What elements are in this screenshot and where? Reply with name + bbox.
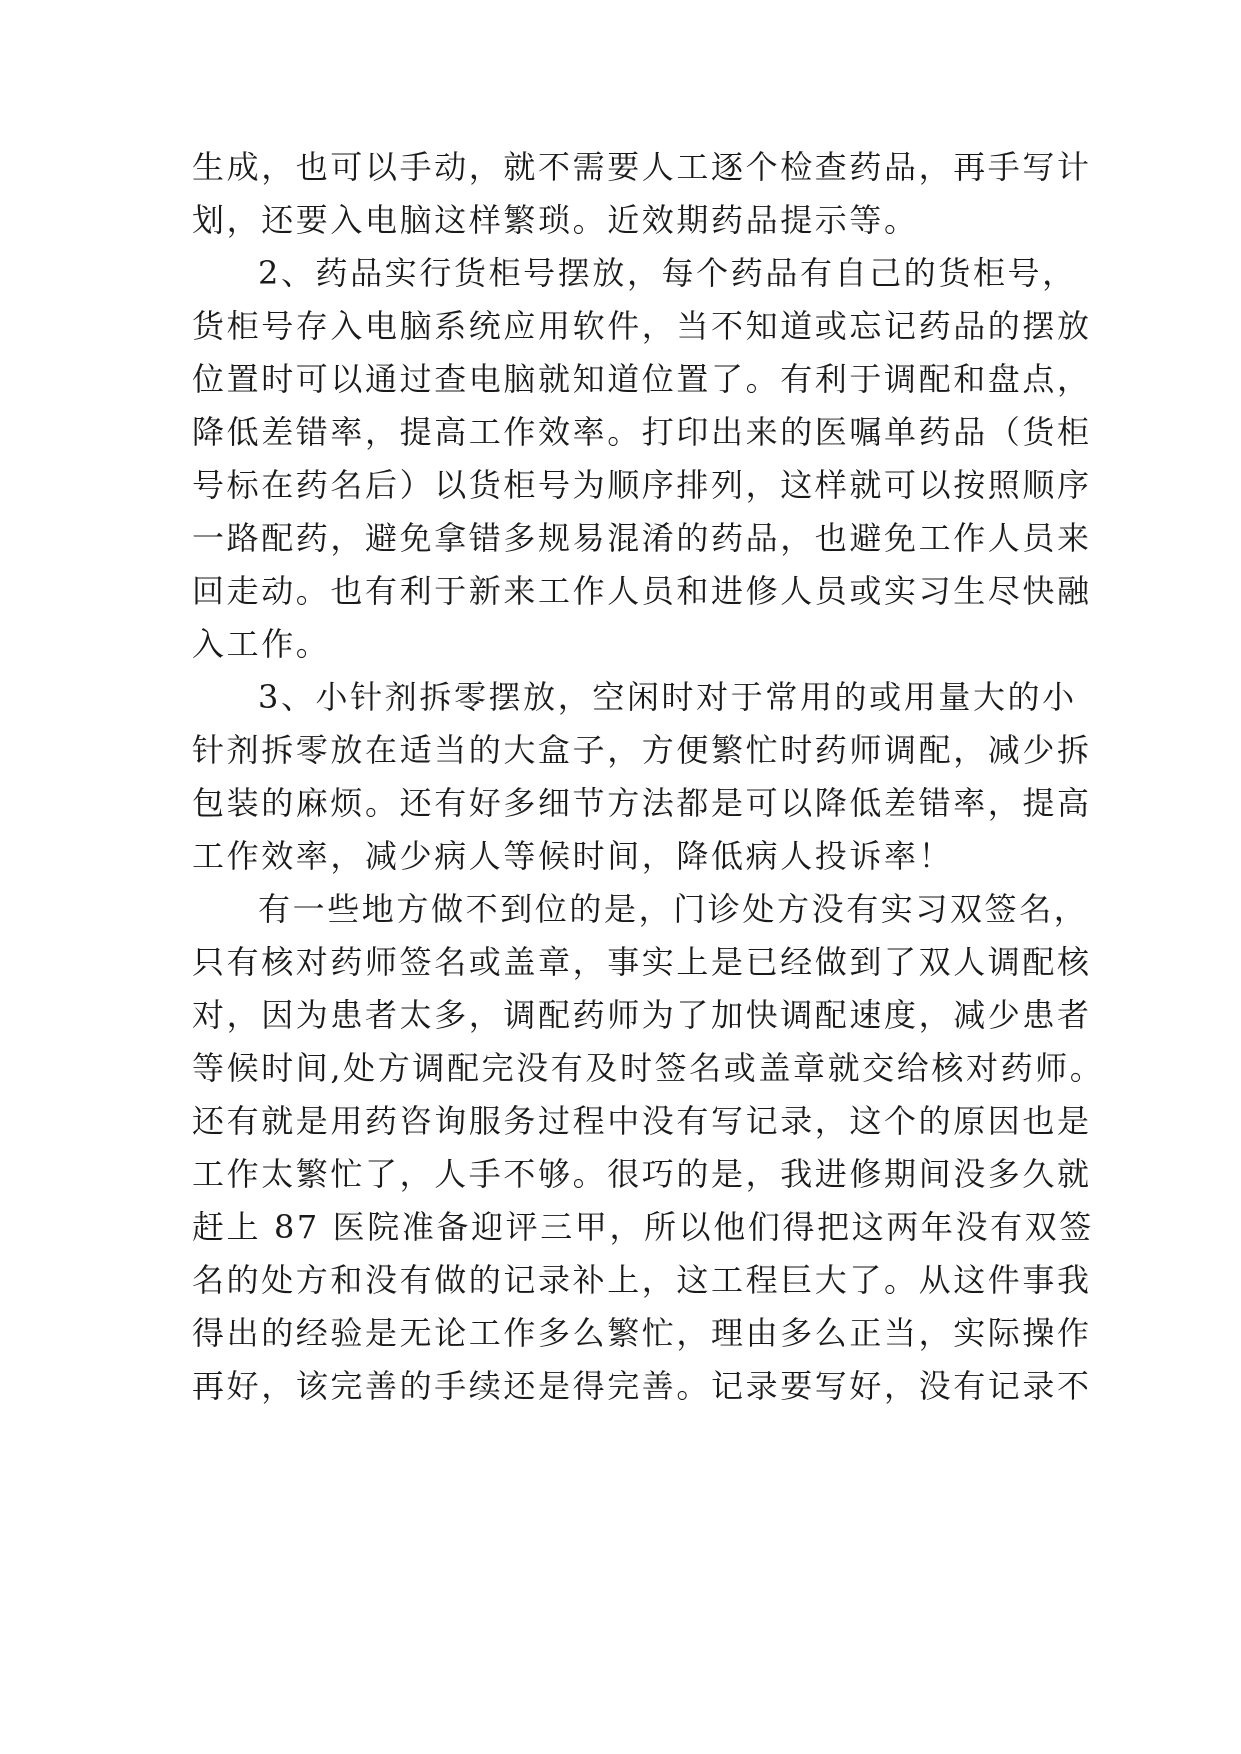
text-line: 得出的经验是无论工作多么繁忙，理由多么正当，实际操作 (192, 1314, 1092, 1352)
text-line: 针剂拆零放在适当的大盒子，方便繁忙时药师调配，减少拆 (192, 731, 1092, 769)
text-line: 再好，该完善的手续还是得完善。记录要写好，没有记录不 (192, 1367, 1092, 1405)
text-line: 对，因为患者太多，调配药师为了加快调配速度，减少患者 (192, 996, 1092, 1034)
text-line: 名的处方和没有做的记录补上，这工程巨大了。从这件事我 (192, 1261, 1092, 1299)
text-line: 赶上 87 医院准备迎评三甲，所以他们得把这两年没有双签 (192, 1208, 1094, 1246)
text-line: 工作太繁忙了，人手不够。很巧的是，我进修期间没多久就 (192, 1155, 1092, 1193)
text-line: 生成，也可以手动，就不需要人工逐个检查药品，再手写计 (192, 148, 1092, 186)
text-line: 降低差错率，提高工作效率。打印出来的医嘱单药品（货柜 (192, 413, 1092, 451)
text-line: 货柜号存入电脑系统应用软件，当不知道或忘记药品的摆放 (192, 307, 1092, 345)
paragraph-start-line: 3、小针剂拆零摆放，空闲时对于常用的或用量大的小 (258, 678, 1077, 716)
text-line: 一路配药，避免拿错多规易混淆的药品，也避免工作人员来 (192, 519, 1092, 557)
text-line: 回走动。也有利于新来工作人员和进修人员或实习生尽快融 (192, 572, 1092, 610)
text-line: 号标在药名后）以货柜号为顺序排列，这样就可以按照顺序 (192, 466, 1092, 504)
paragraph-start-line: 有一些地方做不到位的是，门诊处方没有实习双签名， (258, 890, 1089, 928)
text-line: 位置时可以通过查电脑就知道位置了。有利于调配和盘点， (192, 360, 1092, 398)
text-line: 等候时间,处方调配完没有及时签名或盖章就交给核对药师。 (192, 1049, 1105, 1087)
text-line: 入工作。 (192, 625, 331, 663)
paragraph-start-line: 2、药品实行货柜号摆放，每个药品有自己的货柜号， (258, 254, 1077, 292)
text-line: 包装的麻烦。还有好多细节方法都是可以降低差错率，提高 (192, 784, 1092, 822)
text-line: 划，还要入电脑这样繁琐。近效期药品提示等。 (192, 201, 919, 239)
text-line: 只有核对药师签名或盖章，事实上是已经做到了双人调配核 (192, 943, 1092, 981)
text-line: 还有就是用药咨询服务过程中没有写记录，这个的原因也是 (192, 1102, 1092, 1140)
text-line: 工作效率，减少病人等候时间，降低病人投诉率！ (192, 837, 954, 875)
